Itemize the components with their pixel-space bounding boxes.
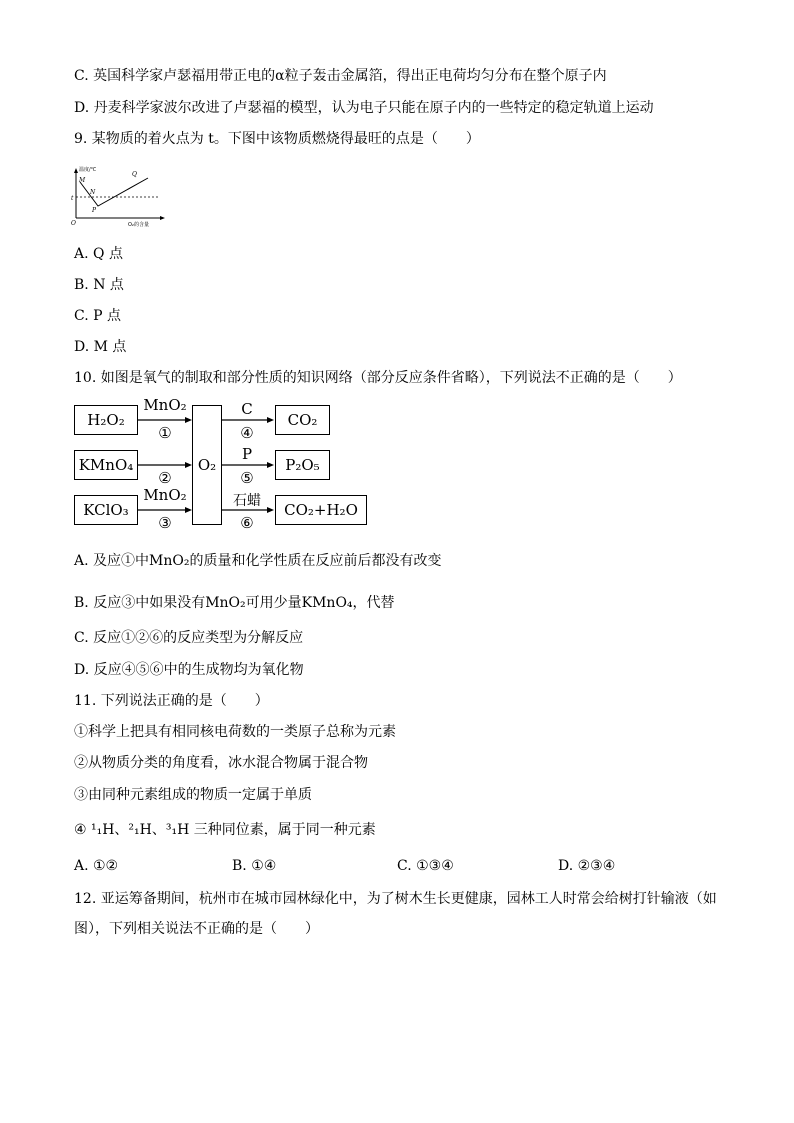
co2-box: CO₂ — [275, 405, 330, 435]
q11-statement-3: ③由同种元素组成的物质一定属于单质 — [74, 787, 312, 803]
reaction-4-reactant: C — [241, 400, 253, 418]
q10-option-a: A. 及应①中MnO₂的质量和化学性质在反应前后都没有改变 — [74, 553, 442, 569]
q11-option-d: D. ②③④ — [558, 858, 616, 874]
q10-option-c: C. 反应①②⑥的反应类型为分解反应 — [74, 630, 304, 646]
reaction-5-reactant: P — [241, 445, 253, 463]
q9-graph-ylabel: 温度/℃ — [79, 167, 97, 173]
q9-point-n: N — [90, 189, 96, 196]
q9-option-a: A. Q 点 — [74, 246, 123, 262]
reaction-6-number: ⑥ — [240, 514, 254, 532]
q9-point-p: P — [92, 207, 97, 214]
h2o2-box: H₂O₂ — [74, 405, 138, 435]
q8-option-c: C. 英国科学家卢瑟福用带正电的α粒子轰击金属箔，得出正电荷均匀分布在整个原子内 — [74, 68, 607, 84]
reaction-4-number: ④ — [240, 424, 254, 442]
kmno4-box: KMnO₄ — [74, 450, 138, 480]
q9-point-m: M — [79, 177, 86, 184]
q9-origin: O — [71, 220, 76, 227]
reaction-3-number: ③ — [158, 514, 172, 532]
o2-box: O₂ — [192, 405, 222, 525]
q9-stem: 9. 某物质的着火点为 t。下图中该物质燃烧得最旺的点是（ ） — [74, 131, 480, 147]
q9-option-b: B. N 点 — [74, 277, 124, 293]
co2-h2o-box: CO₂+H₂O — [275, 495, 367, 525]
q9-option-c: C. P 点 — [74, 308, 121, 324]
q10-option-d: D. 反应④⑤⑥中的生成物均为氧化物 — [74, 662, 304, 678]
reaction-2-number: ② — [158, 469, 172, 487]
q11-options-row — [74, 858, 724, 878]
reaction-1-number: ① — [158, 424, 172, 442]
q11-option-a: A. ①② — [74, 858, 119, 874]
q11-statement-2: ②从物质分类的角度看，冰水混合物属于混合物 — [74, 755, 368, 771]
reaction-6-reactant: 石蜡 — [233, 493, 261, 509]
q11-statement-4: ④ ¹₁H、²₁H、³₁H 三种同位素，属于同一种元素 — [74, 822, 376, 838]
q10-stem: 10. 如图是氧气的制取和部分性质的知识网络（部分反应条件省略），下列说法不正确的是（ ） — [74, 370, 682, 386]
q9-point-q: Q — [132, 171, 137, 178]
reaction-3-catalyst: MnO₂ — [143, 486, 187, 504]
q9-temperature-graph — [70, 166, 170, 228]
q11-stem: 11. 下列说法正确的是（ ） — [74, 693, 269, 709]
q11-option-b: B. ①④ — [232, 858, 277, 874]
q8-option-d: D. 丹麦科学家波尔改进了卢瑟福的模型，认为电子只能在原子内的一些特定的稳定轨道上运动 — [74, 100, 654, 116]
q9-threshold-t: t — [71, 195, 74, 202]
reaction-1-catalyst: MnO₂ — [143, 396, 187, 414]
q11-statement-1: ①科学上把具有相同核电荷数的一类原子总称为元素 — [74, 724, 396, 740]
q9-graph-xlabel: O₂的含量 — [128, 222, 149, 228]
q11-option-c: C. ①③④ — [397, 858, 454, 874]
q9-option-d: D. M 点 — [74, 339, 127, 355]
kclo3-box: KClO₃ — [74, 495, 138, 525]
q10-option-b: B. 反应③中如果没有MnO₂可用少量KMnO₄，代替 — [74, 595, 395, 611]
reaction-5-number: ⑤ — [240, 469, 254, 487]
p2o5-box: P₂O₅ — [275, 450, 330, 480]
q12-stem: 12. 亚运筹备期间，杭州市在城市园林绿化中，为了树木生长更健康，园林工人时常会给树打针输液（如图），下列相关说法不正确的是（ ） — [74, 891, 717, 937]
